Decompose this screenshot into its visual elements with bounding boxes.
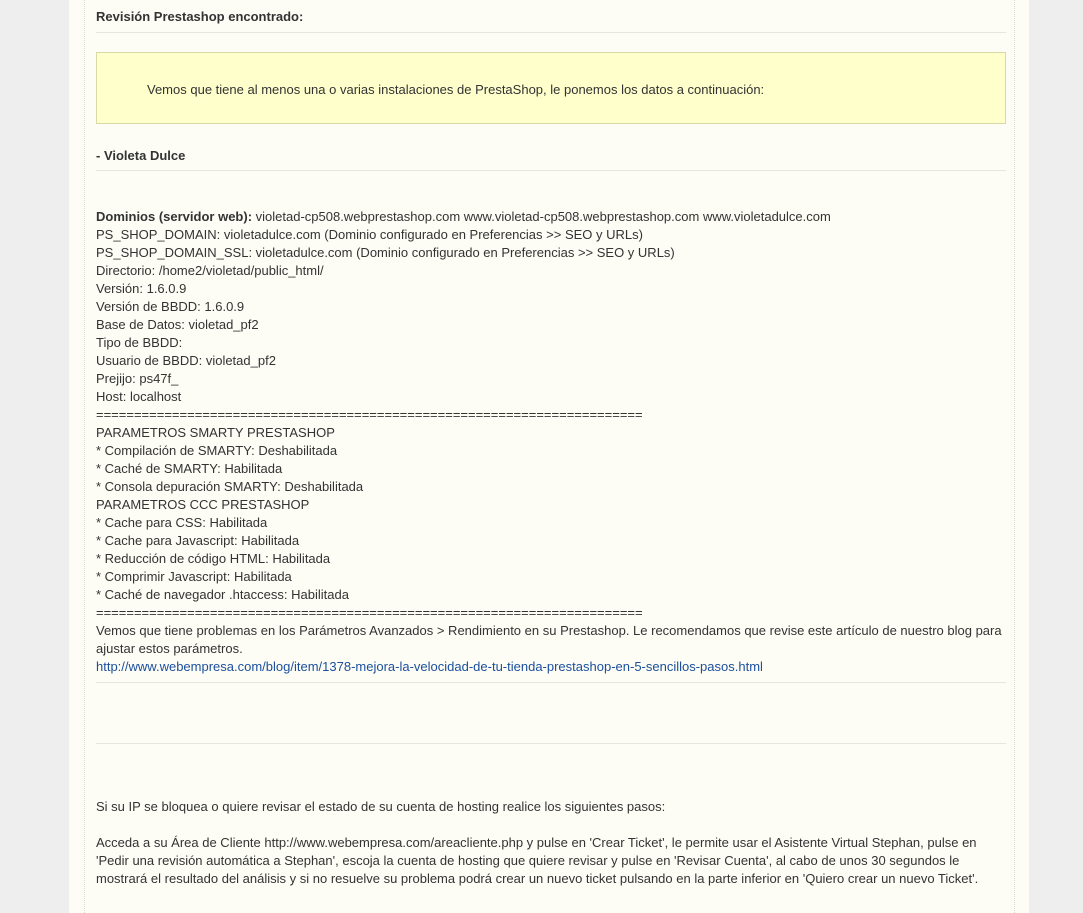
detail-line: Usuario de BBDD: violetad_pf2 bbox=[96, 353, 276, 368]
detail-line: PARAMETROS SMARTY PRESTASHOP bbox=[96, 425, 335, 440]
detail-line: Directorio: /home2/violetad/public_html/ bbox=[96, 263, 324, 278]
domains-value: violetad-cp508.webprestashop.com www.violetad-cp508.webprestashop.com www.violetadulce.com bbox=[252, 209, 831, 224]
content-area bbox=[84, 0, 1015, 913]
divider bbox=[96, 682, 1006, 683]
detail-line: Prejijo: ps47f_ bbox=[96, 371, 179, 386]
detail-line: PARAMETROS CCC PRESTASHOP bbox=[96, 497, 310, 512]
separator-line: ======================================================================== bbox=[96, 605, 643, 620]
page-panel bbox=[69, 0, 1029, 913]
blog-article-link[interactable]: http://www.webempresa.com/blog/item/1378-mejora-la-velocidad-de-tu-tienda-prestashop-en-5-sencillos-pasos.html bbox=[96, 659, 763, 674]
detail-line: Versión de BBDD: 1.6.0.9 bbox=[96, 299, 245, 314]
detail-line: Tipo de BBDD: bbox=[96, 335, 183, 350]
detail-line: Host: localhost bbox=[96, 389, 182, 404]
domains-line bbox=[96, 208, 1006, 226]
detail-line: PS_SHOP_DOMAIN: violetadulce.com (Dominio configurado en Preferencias >> SEO y URLs) bbox=[96, 227, 643, 242]
detail-line: * Consola depuración SMARTY: Deshabilitada bbox=[96, 479, 364, 494]
separator-line: ======================================================================== bbox=[96, 407, 643, 422]
detail-line: * Compilación de SMARTY: Deshabilitada bbox=[96, 443, 338, 458]
detail-line: * Caché de SMARTY: Habilitada bbox=[96, 461, 283, 476]
detail-line: * Reducción de código HTML: Habilitada bbox=[96, 551, 331, 566]
detail-line: * Cache para Javascript: Habilitada bbox=[96, 533, 300, 548]
installation-details bbox=[96, 208, 1006, 676]
notice-text: Vemos que tiene al menos una o varias instalaciones de PrestaShop, le ponemos los datos a continuación: bbox=[147, 82, 765, 97]
section-title: Revisión Prestashop encontrado: bbox=[96, 9, 304, 24]
detail-line: * Comprimir Javascript: Habilitada bbox=[96, 569, 292, 584]
notice-box bbox=[96, 52, 1006, 124]
ip-instructions: Si su IP se bloquea o quiere revisar el estado de su cuenta de hosting realice los siguientes pasos: bbox=[96, 799, 666, 814]
recommendation-text: Vemos que tiene problemas en los Parámetros Avanzados > Rendimiento en su Prestashop. Le recomendamos que revise este artículo de nuestro blog para ajustar estos parámetros. bbox=[96, 623, 1002, 656]
divider bbox=[96, 170, 1006, 171]
detail-line: * Caché de navegador .htaccess: Habilitada bbox=[96, 587, 349, 602]
divider bbox=[96, 743, 1006, 744]
store-name: - Violeta Dulce bbox=[96, 148, 186, 163]
domains-label: Dominios (servidor web): bbox=[96, 209, 253, 224]
detail-line: * Cache para CSS: Habilitada bbox=[96, 515, 268, 530]
detail-line: PS_SHOP_DOMAIN_SSL: violetadulce.com (Dominio configurado en Preferencias >> SEO y URLs) bbox=[96, 245, 675, 260]
divider bbox=[96, 32, 1006, 33]
ticket-instructions: Acceda a su Área de Cliente http://www.webempresa.com/areacliente.php y pulse en 'Crear Ticket', le permite usar el Asistente Virtual Stephan, pulse en 'Pedir una revisión automática a Stephan', escoja la cuenta de hosting que quiere revisar y pulse en 'Revisar Cuenta', al cabo de unos 30 segundos le mostrará el resultado del análisis y si no resuelve su problema podrá crear un nuevo ticket pulsando en la parte inferior en 'Quiero crear un nuevo Ticket'. bbox=[96, 835, 979, 886]
detail-line: Base de Datos: violetad_pf2 bbox=[96, 317, 259, 332]
detail-line: Versión: 1.6.0.9 bbox=[96, 281, 187, 296]
